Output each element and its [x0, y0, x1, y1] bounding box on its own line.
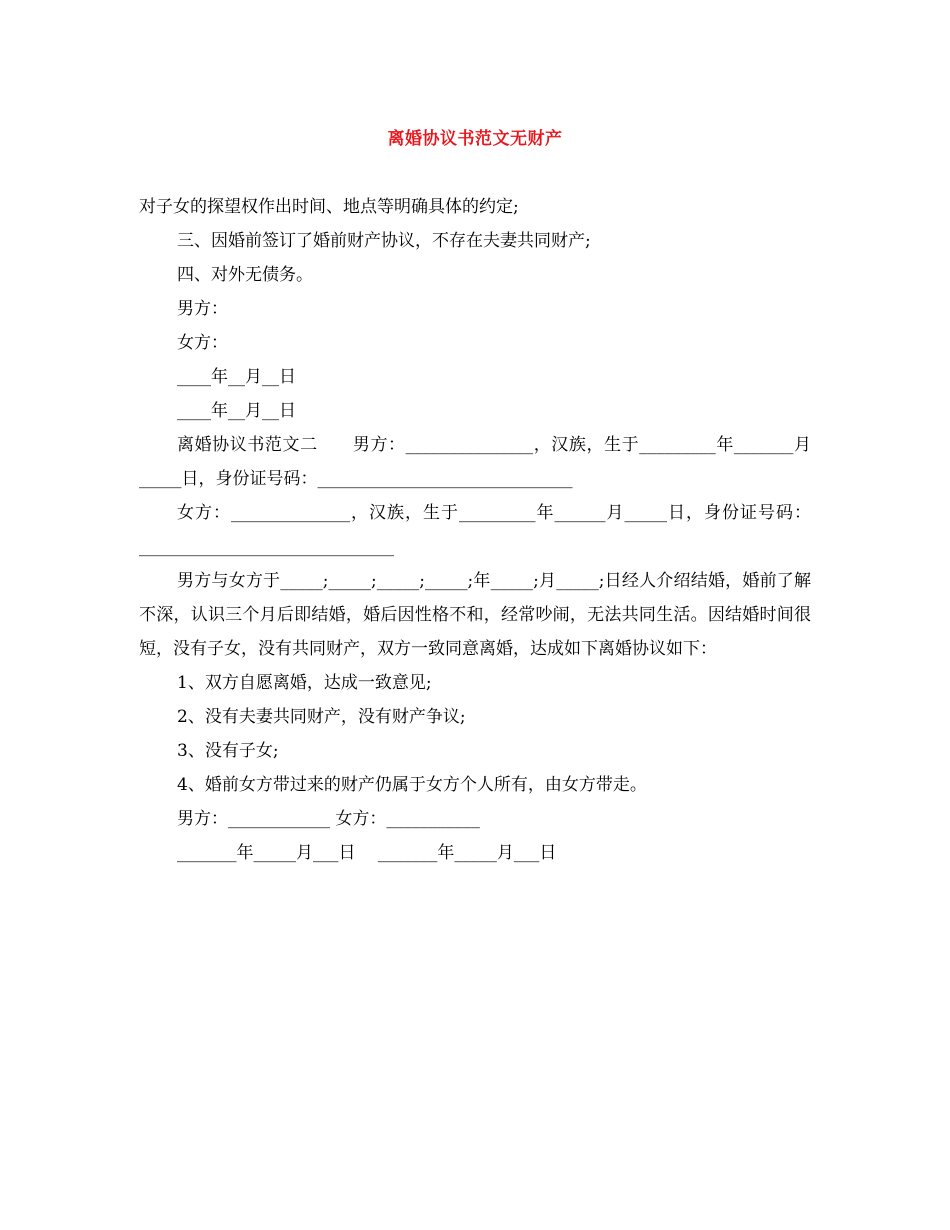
document-title: 离婚协议书范文无财产 [387, 129, 563, 149]
paragraph-background: 男方与女方于_____;_____;_____;_____;年_____;月_____;日经人介绍结婚，婚前了解不深，认识三个月后即结婚，婚后因性格不和，经常吵闹，无法共同生活。因结婚时间很短，没有子女，没有共同财产，双方一致同意离婚，达成如下离婚协议如下： [139, 571, 811, 659]
date-line-2: ____年__月__日 [177, 401, 296, 421]
signature-male-label: 男方： [177, 299, 228, 319]
agreement-item-1: 1、双方自愿离婚，达成一致意见; [177, 673, 432, 693]
agreement-item-2: 2、没有夫妻共同财产，没有财产争议; [177, 707, 466, 727]
paragraph-female-info: 女方：______________，汉族，生于_________年______月_____日，身份证号码：______________________________ [139, 503, 811, 557]
paragraph-item-4: 四、对外无债务。 [177, 265, 313, 285]
paragraph-template-two-male: 离婚协议书范文二 男方：_______________，汉族，生于_________年_______月_____日，身份证号码：______________________________ [139, 435, 811, 489]
date-line-1: ____年__月__日 [177, 367, 296, 387]
signature-line: 男方：____________ 女方：___________ [177, 809, 480, 829]
document-body [139, 190, 811, 870]
paragraph-item-3: 三、因婚前签订了婚前财产协议，不存在夫妻共同财产; [177, 231, 591, 251]
paragraph-visitation: 对子女的探望权作出时间、地点等明确具体的约定; [139, 197, 519, 217]
signature-female-label: 女方： [177, 333, 228, 353]
agreement-item-3: 3、没有子女; [177, 741, 279, 761]
agreement-item-4: 4、婚前女方带过来的财产仍属于女方个人所有，由女方带走。 [177, 775, 647, 795]
signature-date-line: _______年_____月___日 _______年_____月___日 [177, 843, 557, 863]
